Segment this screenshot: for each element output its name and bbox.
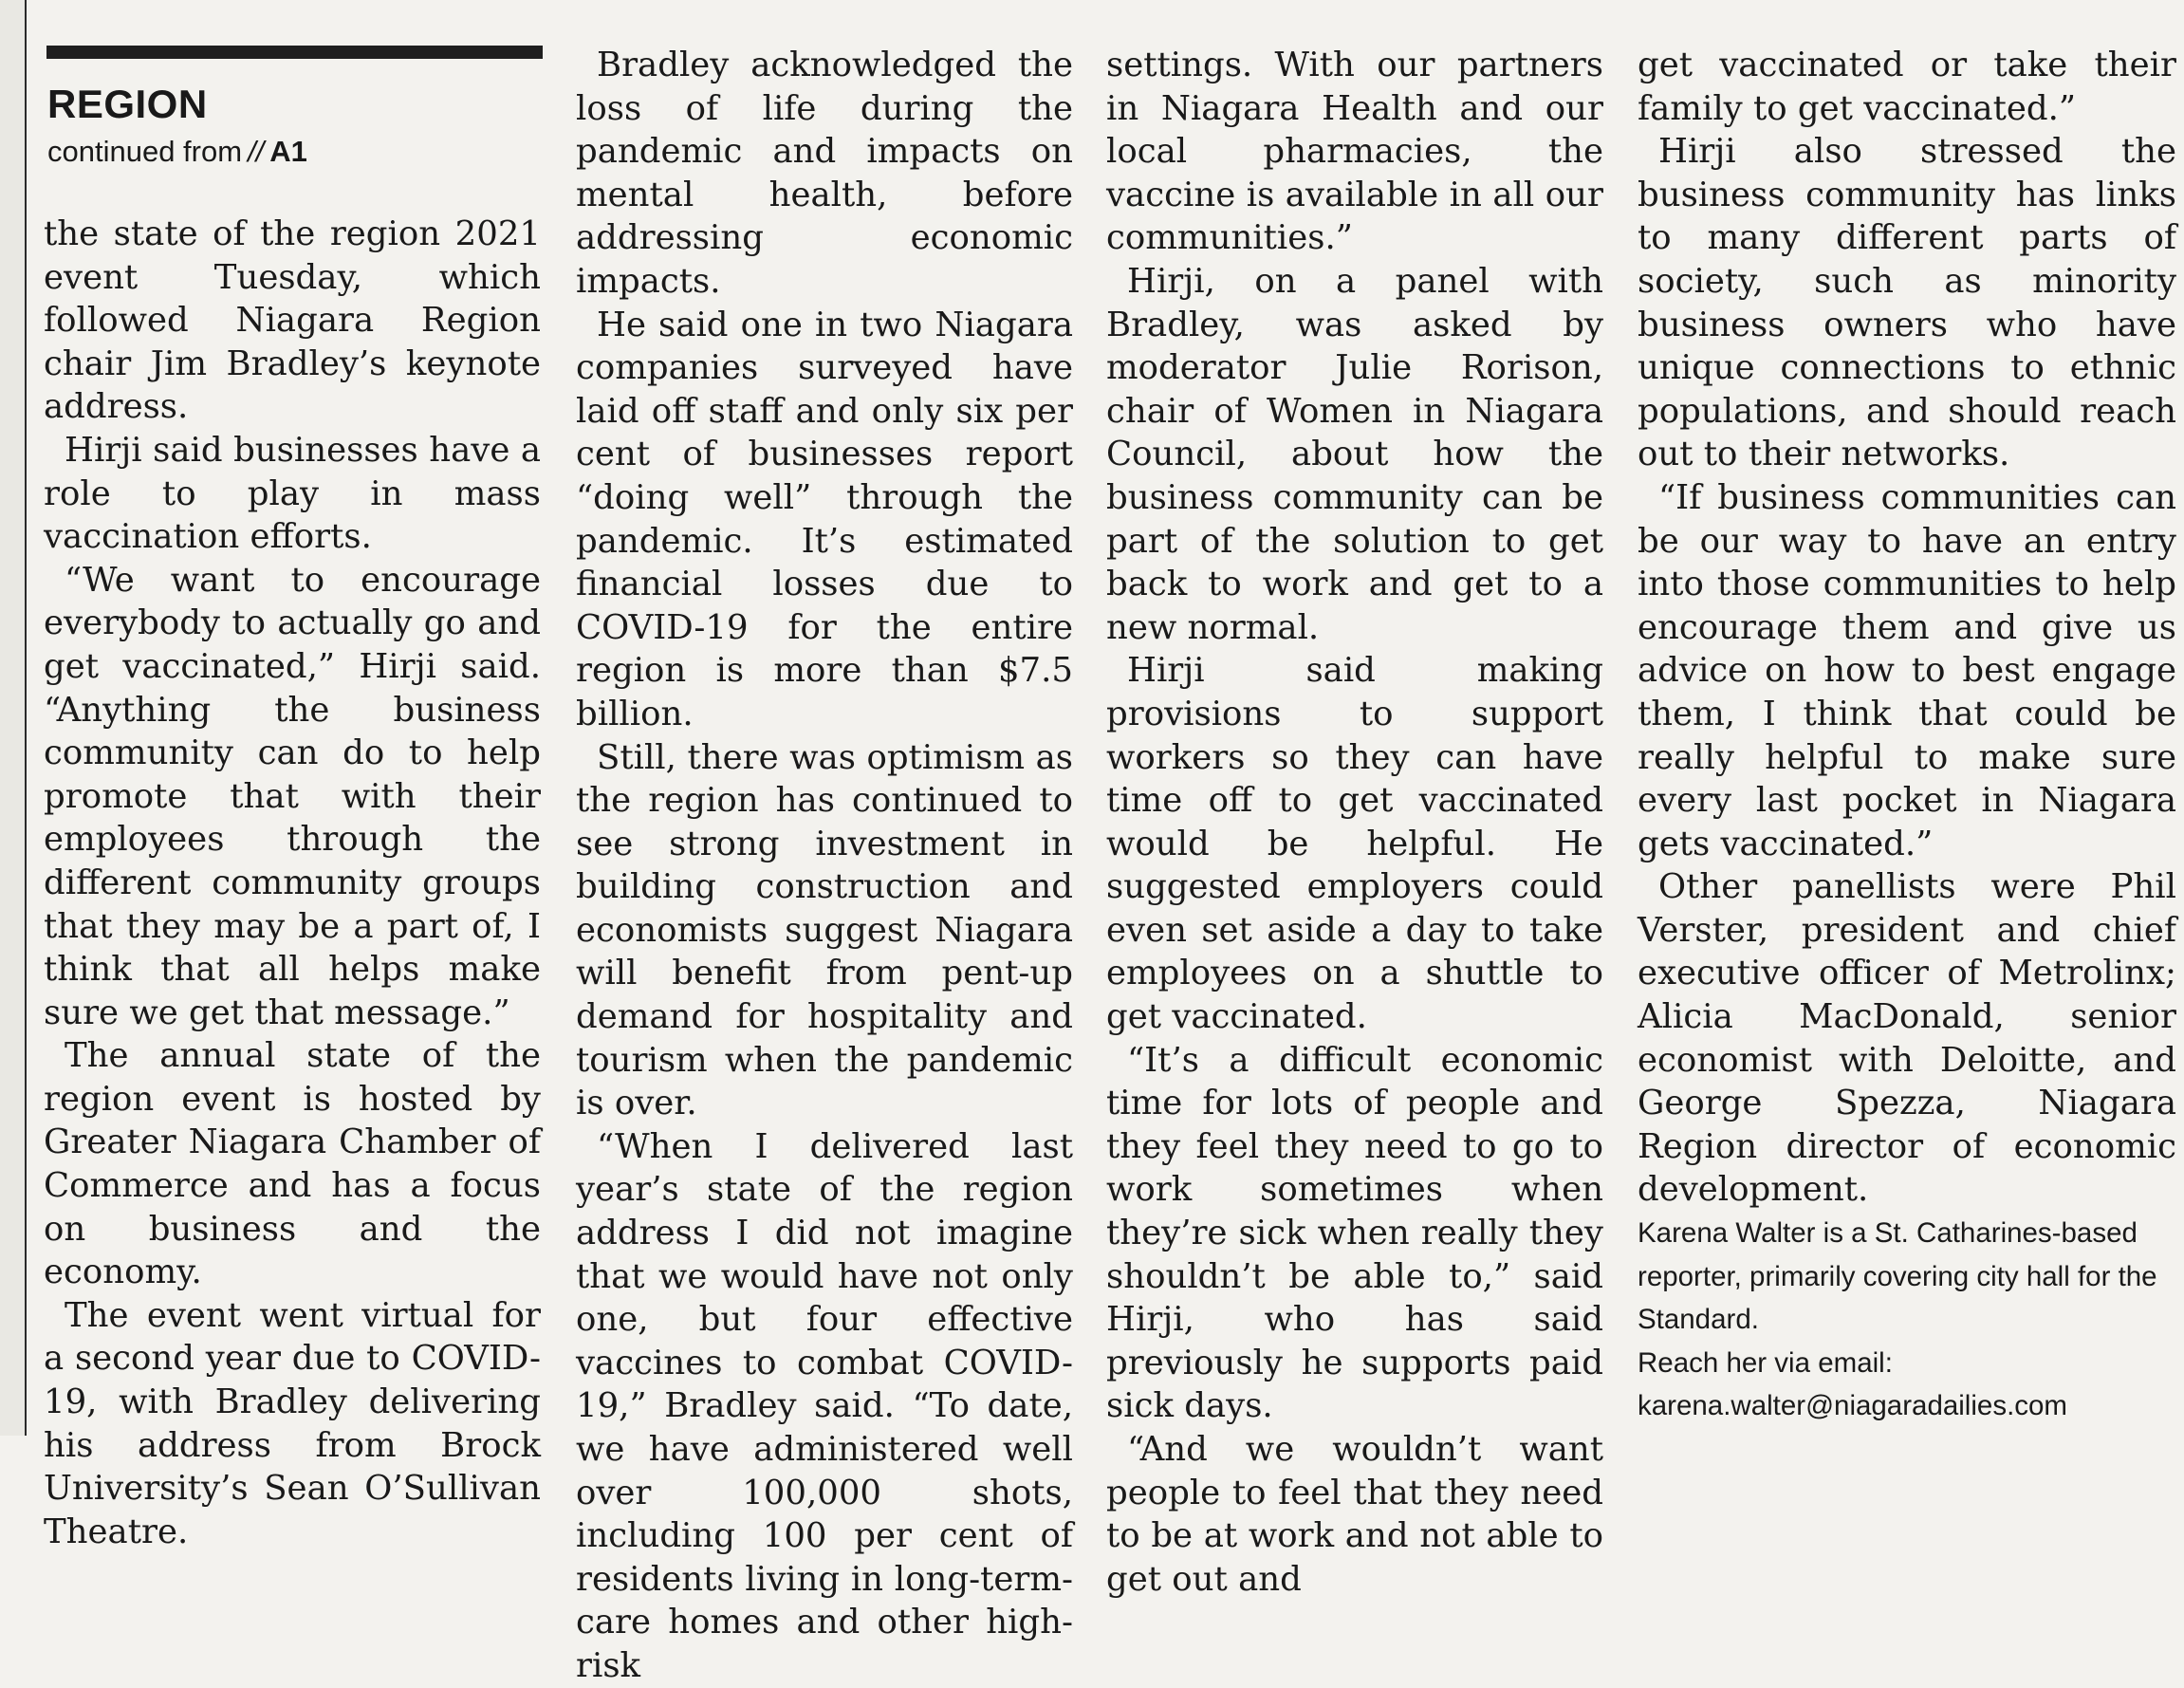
paragraph: Bradley acknowledged the loss of life during the pandemic and impacts on mental health, before addressing economic impacts. bbox=[576, 46, 1073, 301]
section-rule bbox=[46, 46, 543, 59]
paragraph: Other panellists were Phil Verster, president and chief executive officer of Metrolinx; Alicia MacDonald, senior economist with Deloitte, and George Spezza, Niagara Region director of economic development. bbox=[1638, 867, 2176, 1210]
continued-from bbox=[47, 135, 307, 169]
byline-email: karena.walter@niagaradailies.com bbox=[1638, 1390, 2068, 1422]
paragraph: Hirji also stressed the business community has links to many different parts of society, such as minority business owners who have unique connections to ethnic populations, and should reach out to their networks. bbox=[1638, 132, 2176, 474]
article-page bbox=[42, 44, 2178, 1685]
article-column-3 bbox=[1106, 44, 1603, 1601]
article-column-1 bbox=[44, 213, 541, 1553]
paragraph: get vaccinated or take their family to get vaccinated.” bbox=[1638, 46, 2176, 128]
paragraph: Hirji said making provisions to support workers so they can have time off to get vaccinated would be helpful. He suggested employers could even set aside a day to take employees on a shuttle to get vaccinated. bbox=[1106, 651, 1603, 1037]
continued-page-ref: A1 bbox=[269, 135, 307, 168]
paragraph: “We want to encourage everybody to actually go and get vaccinated,” Hirji said. “Anything the business community can do to help promote that with their employees through the different community groups that they may be a part of, I think that all helps make sure we get that message.” bbox=[44, 560, 541, 1032]
paragraph: Still, there was optimism as the region has continued to see strong investment in building construction and economists suggest Niagara will benefit from pent-up demand for hospitality and tourism when the pandemic is over. bbox=[576, 737, 1073, 1123]
author-byline bbox=[1638, 1212, 2176, 1428]
column-divider-rule bbox=[25, 0, 27, 1436]
paragraph: “And we wouldn’t want people to feel that they need to be at work and not able to get out and bbox=[1106, 1430, 1603, 1599]
byline-contact: Reach her via email: bbox=[1638, 1346, 1893, 1379]
left-margin-strip bbox=[0, 0, 25, 1436]
article-column-4 bbox=[1638, 44, 2176, 1428]
paragraph: Hirji, on a panel with Bradley, was asked by moderator Julie Rorison, chair of Women in Niagara Council, about how the business community can be part of the solution to get back to work and get to a new normal. bbox=[1106, 261, 1603, 647]
section-label: REGION bbox=[47, 82, 208, 126]
paragraph: “It’s a difficult economic time for lots of people and they feel they need to go to work sometimes when they’re sick when really they shouldn’t be able to,” said Hirji, who has said previously he supports paid sick days. bbox=[1106, 1040, 1603, 1426]
paragraph: The event went virtual for a second year due to COVID-19, with Bradley delivering his address from Brock University’s Sean O’Sullivan Theatre. bbox=[44, 1295, 541, 1551]
paragraph: The annual state of the region event is hosted by Greater Niagara Chamber of Commerce and has a focus on business and the economy. bbox=[44, 1036, 541, 1292]
paragraph: Hirji said businesses have a role to play in mass vaccination efforts. bbox=[44, 430, 541, 557]
paragraph: He said one in two Niagara companies surveyed have laid off staff and only six per cent of businesses report “doing well” through the pandemic. It’s estimated financial losses due to COVID-19 for the entire region is more than $7.5 billion. bbox=[576, 305, 1073, 733]
article-column-2 bbox=[576, 44, 1073, 1688]
byline-bio: Karena Walter is a St. Catharines-based reporter, primarily covering city hall for the Standard. bbox=[1638, 1217, 2157, 1336]
paragraph: settings. With our partners in Niagara Health and our local pharmacies, the vaccine is available in all our communities.” bbox=[1106, 46, 1603, 258]
paragraph: the state of the region 2021 event Tuesday, which followed Niagara Region chair Jim Bradley’s keynote address. bbox=[44, 214, 541, 427]
continued-slashes: // bbox=[248, 135, 265, 168]
paragraph: “If business communities can be our way to have an entry into those communities to help encourage them and give us advice on how to best engage them, I think that could be really helpful to make sure every last pocket in Niagara gets vaccinated.” bbox=[1638, 477, 2176, 863]
paragraph: “When I delivered last year’s state of the region address I did not imagine that we would have not only one, but four effective vaccines to combat COVID-19,” Bradley said. “To date, we have administered well over 100,000 shots, including 100 per cent of residents living in long-term-care homes and other high-risk bbox=[576, 1126, 1073, 1685]
continued-prefix: continued from bbox=[47, 135, 243, 168]
